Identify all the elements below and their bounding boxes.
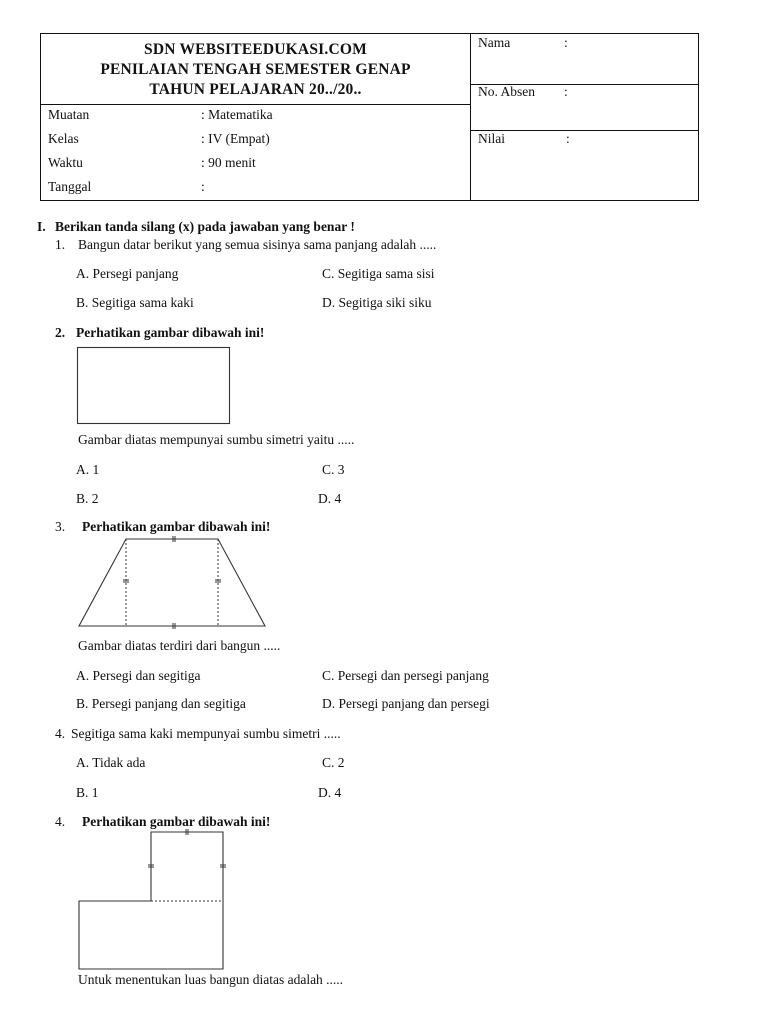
q4-text: Segitiga sama kaki mempunyai sumbu simetri ..... [71, 726, 341, 741]
identity-header-box [40, 33, 699, 201]
field-label-kelas: Kelas [48, 131, 79, 146]
q2-option-a[interactable]: A. 1 [76, 462, 100, 477]
field-value-kelas: : IV (Empat) [201, 131, 270, 146]
q2-option-d[interactable]: D. 4 [318, 491, 342, 506]
rectangle-shape [78, 348, 230, 424]
field-label-waktu: Waktu [48, 155, 83, 170]
q1-option-a[interactable]: A. Persegi panjang [76, 266, 179, 281]
student-label-nilai: Nilai [478, 131, 505, 146]
header-title-divider [41, 104, 470, 105]
q5-composite-figure [76, 828, 230, 972]
section-numeral: I. [37, 219, 46, 234]
q3-option-d[interactable]: D. Persegi panjang dan persegi [322, 696, 490, 711]
field-value-muatan: : Matematika [201, 107, 273, 122]
student-colon-nama: : [564, 35, 568, 50]
q2-option-b[interactable]: B. 2 [76, 491, 99, 506]
q3-option-a[interactable]: A. Persegi dan segitiga [76, 668, 201, 683]
q3-text: Perhatikan gambar dibawah ini! [82, 519, 271, 534]
year-title: TAHUN PELAJARAN 20../20.. [149, 81, 362, 98]
q1-option-c[interactable]: C. Segitiga sama sisi [322, 266, 435, 281]
q4-option-a[interactable]: A. Tidak ada [76, 755, 146, 770]
school-title: SDN WEBSITEEDUKASI.COM [144, 41, 367, 58]
student-label-absen: No. Absen [478, 84, 535, 99]
q4-option-d[interactable]: D. 4 [318, 785, 342, 800]
q1-number: 1. [55, 237, 66, 252]
student-colon-absen: : [564, 84, 568, 99]
q2-option-c[interactable]: C. 3 [322, 462, 345, 477]
header-vertical-divider [470, 34, 471, 201]
q4-number: 4. [55, 726, 66, 741]
exam-title: PENILAIAN TENGAH SEMESTER GENAP [100, 61, 411, 78]
q2-text: Perhatikan gambar dibawah ini! [76, 325, 265, 340]
q2-number: 2. [55, 325, 66, 340]
trapezoid-shape [79, 539, 265, 626]
q5-number: 4. [55, 814, 66, 829]
q1-option-d[interactable]: D. Segitiga siki siku [322, 295, 432, 310]
field-value-tanggal: : [201, 179, 205, 194]
q3-option-b[interactable]: B. Persegi panjang dan segitiga [76, 696, 246, 711]
student-label-nama: Nama [478, 35, 511, 50]
q3-trapezoid-figure [76, 535, 268, 629]
q4-option-b[interactable]: B. 1 [76, 785, 99, 800]
q1-option-b[interactable]: B. Segitiga sama kaki [76, 295, 194, 310]
q1-text: Bangun datar berikut yang semua sisinya sama panjang adalah ..... [78, 237, 437, 252]
section-instruction: Berikan tanda silang (x) pada jawaban yang benar ! [55, 219, 355, 234]
q2-rectangle-figure [76, 345, 232, 425]
field-label-muatan: Muatan [48, 107, 90, 122]
q3-option-c[interactable]: C. Persegi dan persegi panjang [322, 668, 489, 683]
q2-prompt: Gambar diatas mempunyai sumbu simetri yaitu ..... [78, 432, 355, 447]
field-label-tanggal: Tanggal [48, 179, 92, 194]
field-value-waktu: : 90 menit [201, 155, 256, 170]
q3-number: 3. [55, 519, 66, 534]
student-colon-nilai: : [566, 131, 570, 146]
q5-prompt: Untuk menentukan luas bangun diatas adalah ..... [78, 972, 344, 987]
q4-option-c[interactable]: C. 2 [322, 755, 345, 770]
q5-text: Perhatikan gambar dibawah ini! [82, 814, 271, 829]
q3-prompt: Gambar diatas terdiri dari bangun ..... [78, 638, 281, 653]
